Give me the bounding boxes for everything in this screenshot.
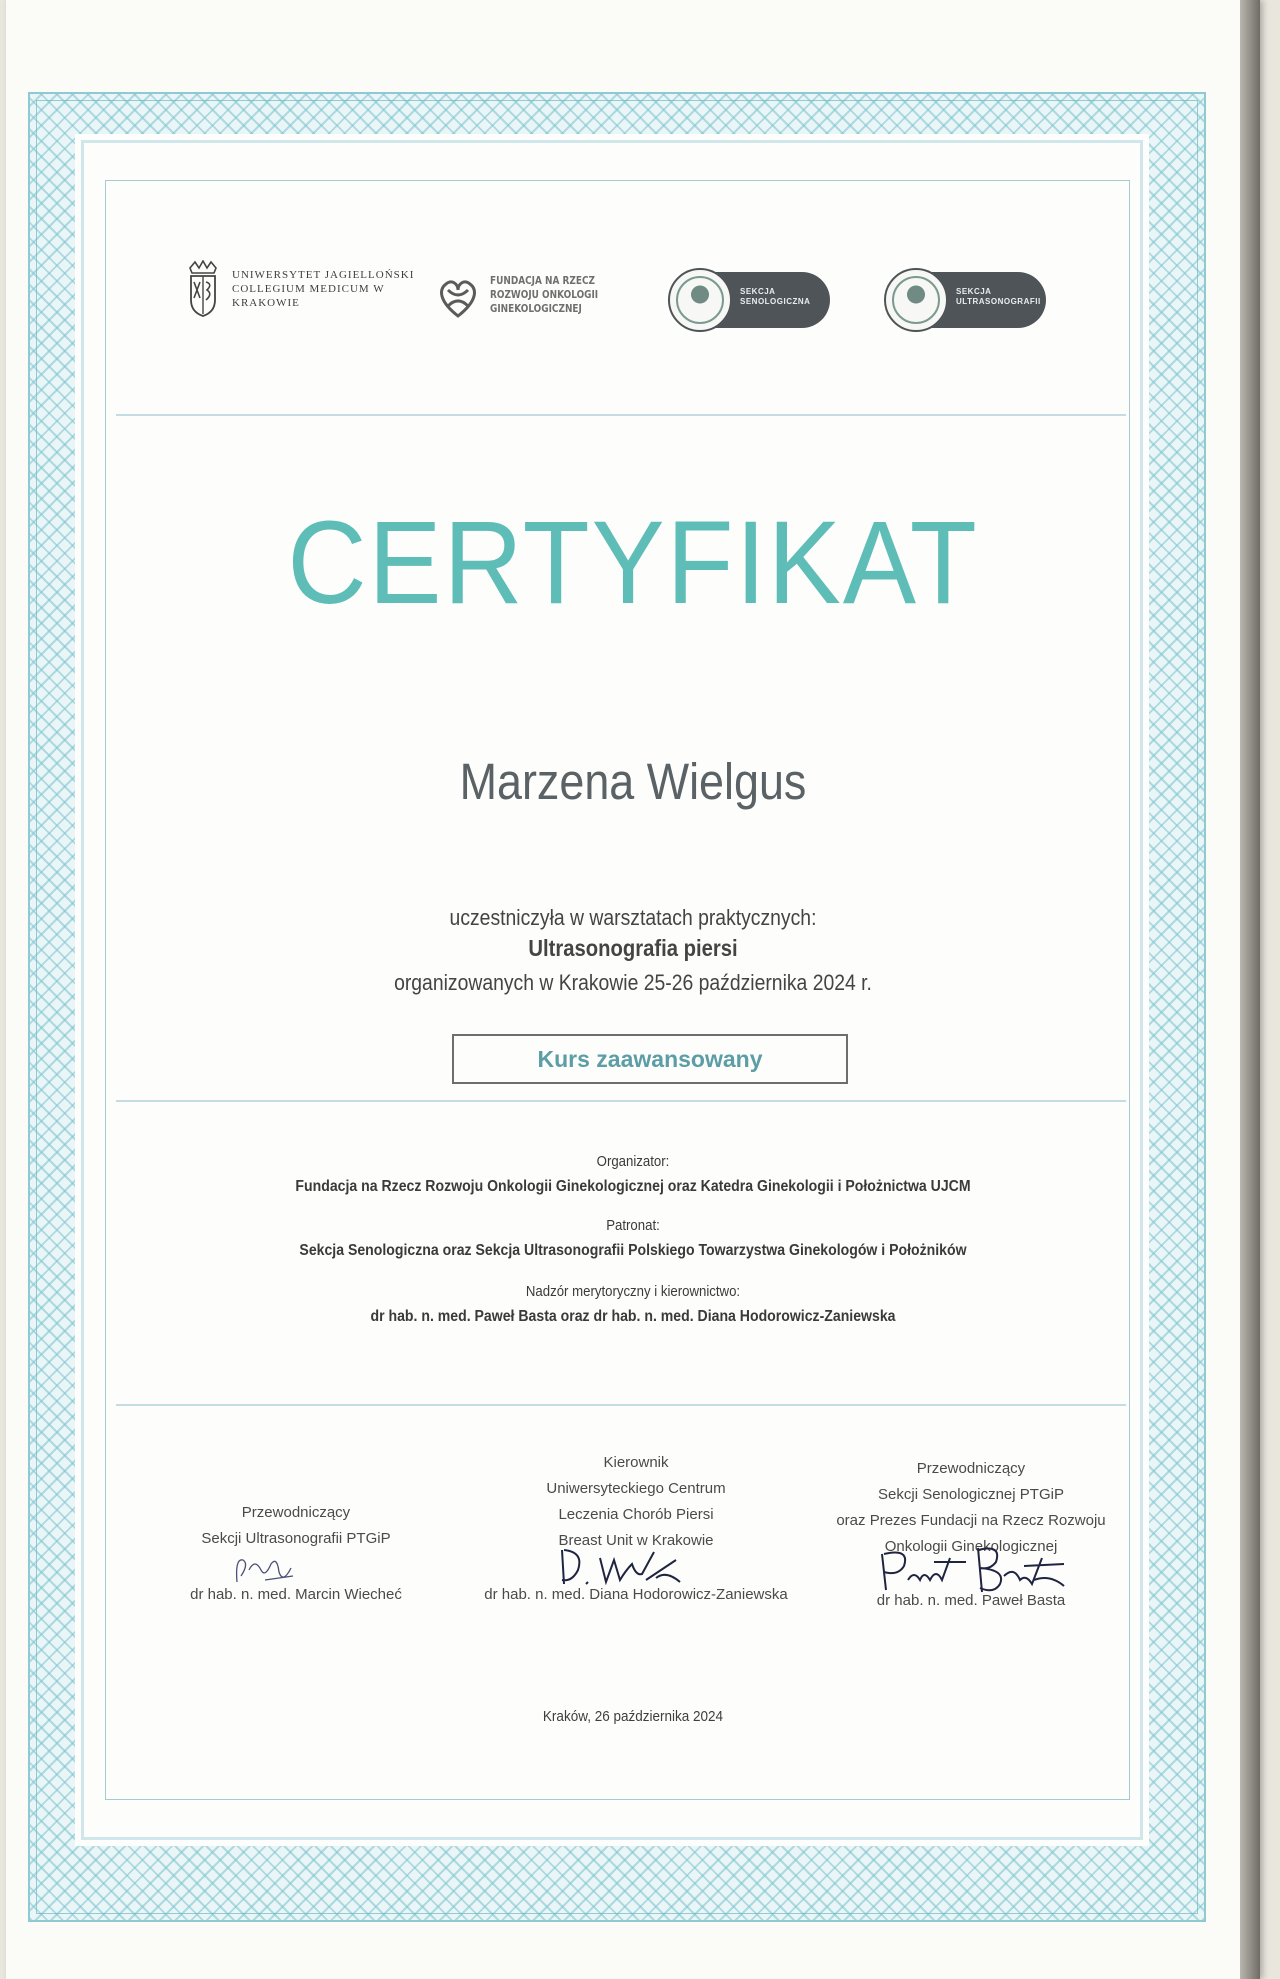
patronage-value: Sekcja Senologiczna oraz Sekcja Ultrasonografii Polskiego Towarzystwa Ginekologów i Położników [299, 1242, 967, 1259]
signatory-role-line: Kierownik [603, 1454, 669, 1471]
supervision-value: dr hab. n. med. Paweł Basta oraz dr hab. n. med. Diana Hodorowicz-Zaniewska [370, 1308, 896, 1325]
certificate-sheet [6, 0, 1260, 1979]
course-level-box: Kurs zaawansowany [452, 1034, 848, 1084]
fundacja-logo [438, 272, 618, 332]
fundacja-logo-text: FUNDACJA NA RZECZ ROZWOJU ONKOLOGII GINEKOLOGICZNEJ [490, 275, 599, 315]
signatory-role-line: Leczenia Chorób Piersi [558, 1506, 714, 1523]
recipient-name: Marzena Wielgus [459, 753, 807, 810]
fundacja-heart-icon [438, 276, 478, 320]
signature-block-ultrasonografia [156, 1500, 436, 1552]
signatory-name: dr hab. n. med. Paweł Basta [876, 1592, 1066, 1609]
page-edge-shadow [1240, 0, 1260, 1979]
divider [116, 414, 1126, 416]
sekcja-senologiczna-text: SEKCJA SENOLOGICZNA [740, 287, 811, 306]
ptgip-seal-icon [668, 268, 732, 332]
place-and-date: Kraków, 26 października 2024 [542, 1708, 724, 1725]
sekcja-ultrasonografii-text: SEKCJA ULTRASONOGRAFII [956, 287, 1041, 306]
signatory-role-line: Sekcji Senologicznej PTGiP [878, 1486, 1064, 1503]
organizer-value: Fundacja na Rzecz Rozwoju Onkologii Ginekologicznej oraz Katedra Ginekologii i Położnictwa UJCM [295, 1178, 971, 1195]
signatory-role-line: Onkologii Ginekologicznej [884, 1538, 1058, 1555]
participation-text: uczestniczyła w warsztatach praktycznych: [449, 905, 817, 930]
organizer-label: Organizator: [596, 1153, 670, 1170]
signatory-role-line: Przewodniczący [241, 1504, 351, 1521]
uj-cm-logo-text: UNIWERSYTET JAGIELLOŃSKI COLLEGIUM MEDICUM W KRAKOWIE [232, 269, 415, 309]
signatory-name: dr hab. n. med. Diana Hodorowicz-Zaniewska [484, 1586, 788, 1603]
sekcja-ultrasonografii-logo [886, 272, 1046, 328]
signatory-role-line: oraz Prezes Fundacji na Rzecz Rozwoju [836, 1512, 1106, 1529]
certificate-title: CERTYFIKAT [287, 497, 979, 629]
sekcja-senologiczna-logo [670, 272, 830, 328]
signatory-role-line: Przewodniczący [916, 1460, 1026, 1477]
divider [116, 1404, 1126, 1406]
uj-crest-icon [186, 260, 220, 318]
ptgip-seal-icon [884, 268, 948, 332]
divider [116, 1100, 1126, 1102]
uj-cm-logo [186, 256, 416, 326]
signature-block-breast-unit [476, 1450, 796, 1554]
supervision-label: Nadzór merytoryczny i kierownictwo: [525, 1283, 741, 1300]
course-name: Ultrasonografia piersi [528, 935, 738, 961]
course-date-text: organizowanych w Krakowie 25-26 października 2024 r. [394, 970, 872, 995]
signatory-name: dr hab. n. med. Marcin Wiecheć [190, 1586, 402, 1603]
signatory-role-line: Breast Unit w Krakowie [558, 1532, 714, 1549]
signatory-role-line: Uniwersyteckiego Centrum [546, 1480, 726, 1497]
patronage-label: Patronat: [606, 1217, 660, 1234]
signatory-role-line: Sekcji Ultrasonografii PTGiP [201, 1530, 391, 1547]
